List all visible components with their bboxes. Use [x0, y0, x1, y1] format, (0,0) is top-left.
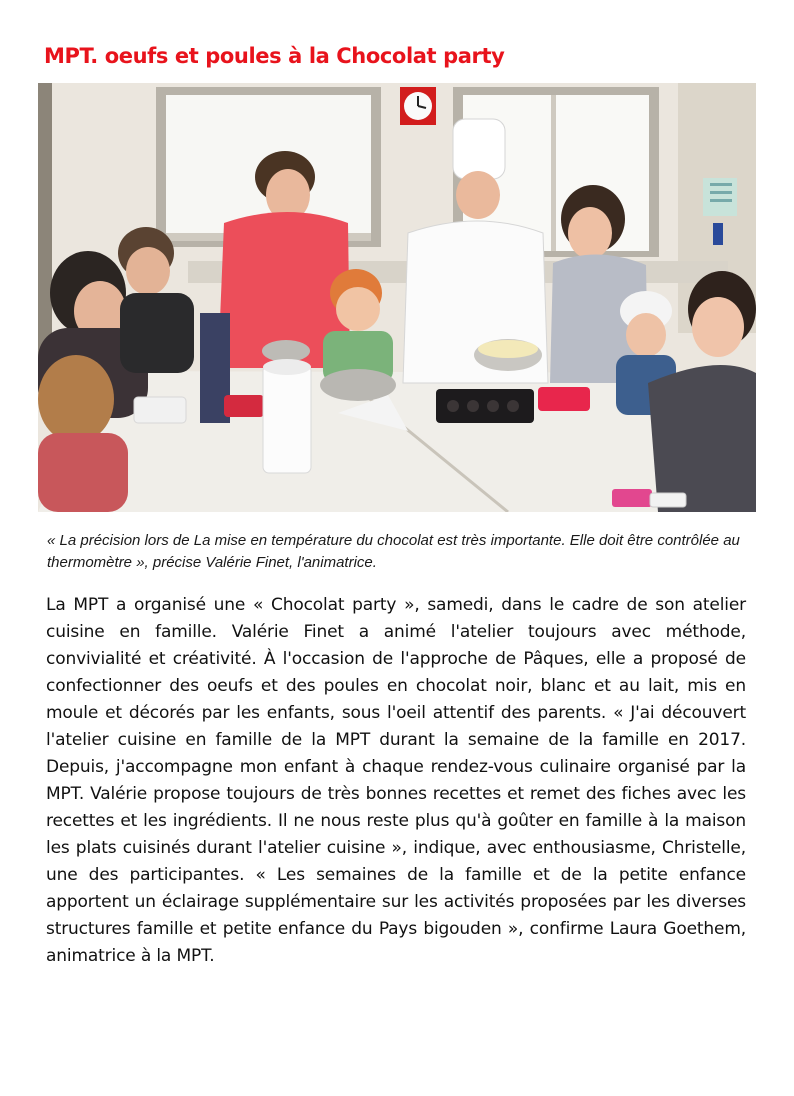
article-body: La MPT a organisé une « Chocolat party », samedi, dans le cadre de son atelier cuisine en famille. Valérie Finet a animé l'atelier toujours avec méthode, convivialité et créativité. À l'occasion de l'approche de Pâques, elle a proposé de confectionner des oeufs et des poules en chocolat noir, blanc et au lait, mis en moule et décorés par les enfants, sous l'oeil attentif des parents. « J'ai découvert l'atelier cuisine en famille de la MPT durant la semaine de la famille en 2017. Depuis, j'accompagne mon enfant à chaque rendez-vous culinaire organisé par la MPT. Valérie propose toujours de très bonnes recettes et remet des fiches avec les recettes et les ingrédients. Il ne nous reste plus qu'à goûter en famille à la maison les plats cuisinés durant l'atelier cuisine », indique, avec enthousiasme, Christelle, une des participantes. « Les semaines de la famille et de la petite enfance apportent un éclairage supplémentaire sur les activités proposées par les diverses structures famille et petite enfance du Pays bigouden », confirme Laura Goethem, animatrice à la MPT. [46, 595, 746, 966]
article-title: MPT. oeufs et poules à la Chocolat party [44, 44, 505, 68]
photo-caption: « La précision lors de La mise en température du chocolat est très importante. Elle doit être contrôlée au thermomètre », précise Valérie Finet, l'animatrice. [47, 532, 740, 571]
cooking-workshop-photo [38, 83, 756, 512]
article-photo [38, 83, 756, 512]
